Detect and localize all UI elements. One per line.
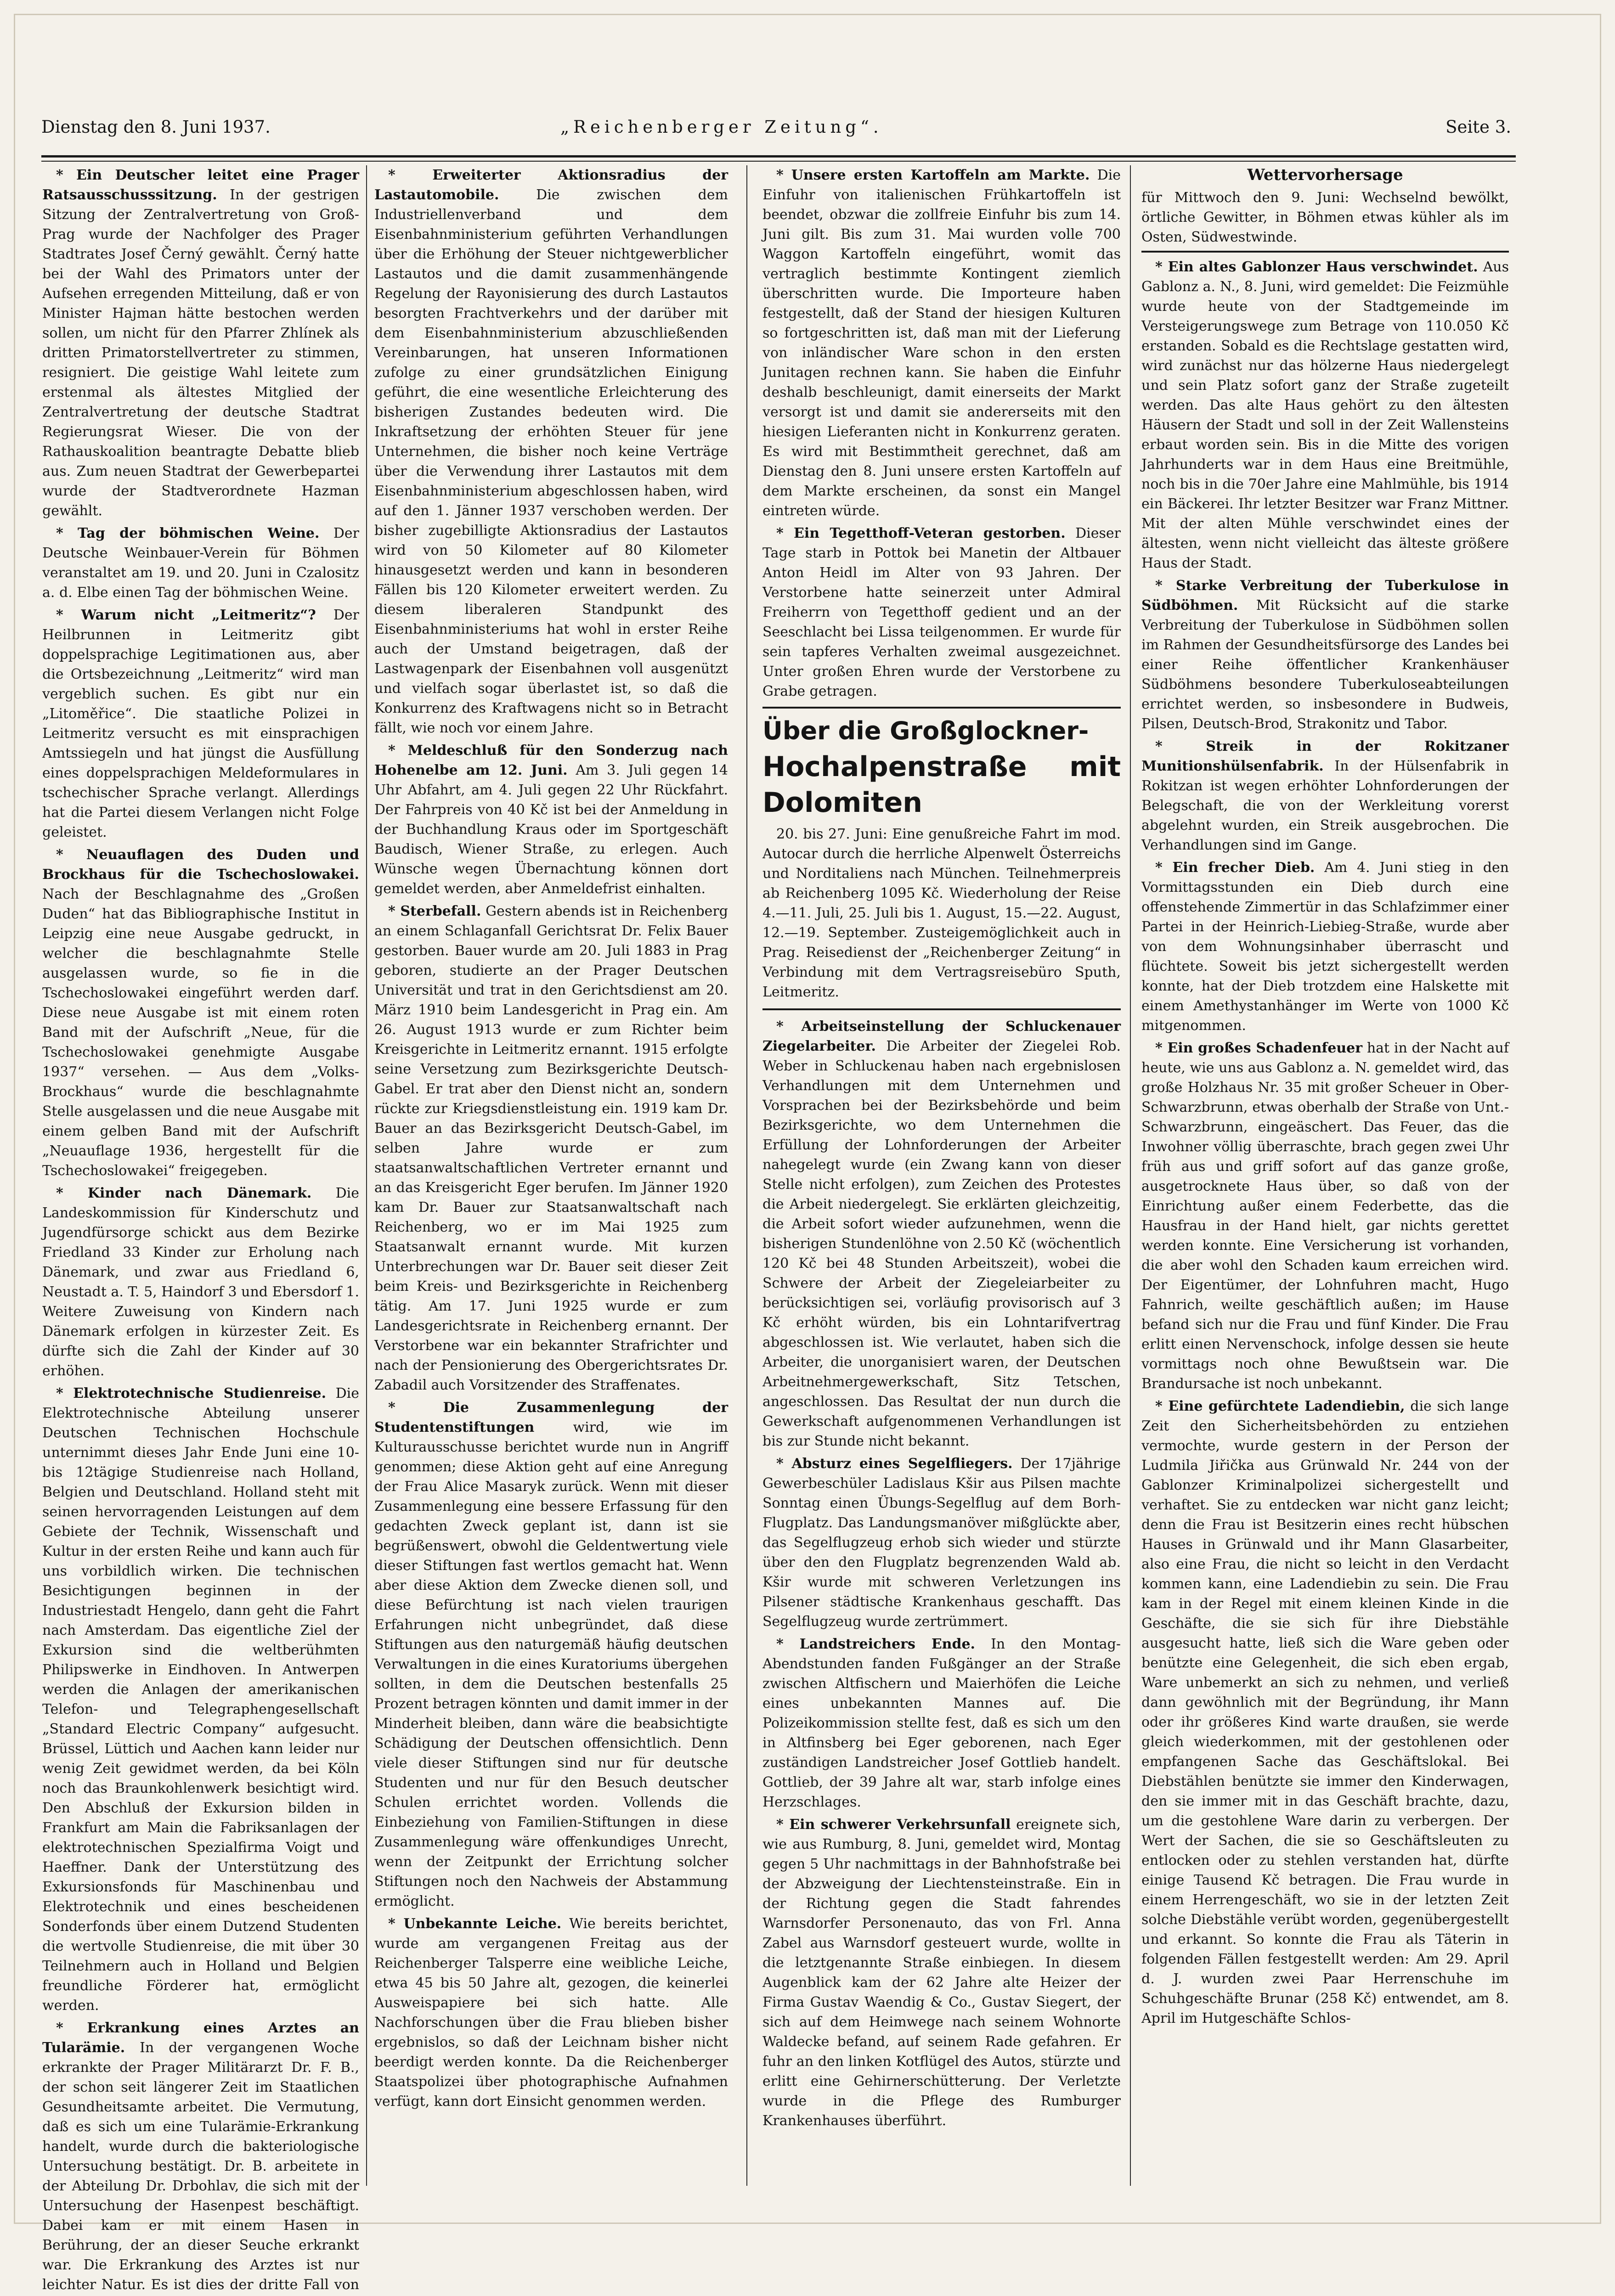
news-text: Aus Gablonz a. N., 8. Juni, wird gemeldet: Die Feizmühle wurde heute von der Stadtgemeinde im Versteigerungswege zum Betrage von 110.050 Kč erstanden. Sobald es die Rechtslage gestatten wird, wird zunächst nur das hölzerne Haus niedergelegt und sein Platz sofort ganz der Straße zugeteilt werden. Das alte Haus gehört zu den ältesten Häusern der Stadt und soll in der Zeit Wallensteins erbaut worden sein. Bis in die Mitte des vorigen Jahrhunderts war in dem Haus eine Breitmühle, noch bis in die 70er Jahre eine Mahlmühle, bis 1914 ein Bäckerei. Ihr letzter Besitzer war Franz Mittner. Mit der alten Mühle verschwindet eines der ältesten, wenn nicht vielleicht das älteste größere Haus der Stadt. xyxy=(1141,259,1509,571)
news-item xyxy=(42,2018,359,2296)
news-headline: * Warum nicht „Leitmeritz“? xyxy=(56,607,316,623)
ad-headline: Hochalpenstraße mit Dolomiten xyxy=(762,751,1121,819)
issue-date: Dienstag den 8. Juni 1937. xyxy=(41,117,271,137)
news-item xyxy=(1141,576,1509,734)
news-headline: * Ein frecher Dieb. xyxy=(1155,860,1315,876)
news-text: Die Arbeiter der Ziegelei Rob. Weber in Schluckenau haben nach ergebnislosen Verhandlungen mit dem Unternehmen und Vorsprachen bei der Bezirksbehörde und beim Bezirksgerichte, wo dem Unternehmen die Erfüllung der Lohnforderungen der Arbeiter nahegelegt wurde (ein Zwang kann von dieser Stelle nicht erfolgen), zum Zeichen des Protestes die Arbeit niedergelegt. Sie erklärten gleichzeitig, die Arbeit sofort wieder aufzunehmen, wenn die bisherigen Stundenlöhne von 2.50 Kč (wöchentlich 120 Kč bei 48 Stunden Arbeitszeit), wobei die Schwere der Arbeit der Ziegeleiarbeiter zu berücksichtigen sei, vorläufig provisorisch auf 3 Kč erhöht würden, bis ein Lohntarifvertrag abgeschlossen ist. Wie verlautet, haben sich die Arbeiter, die unorganisiert waren, der Deutschen Arbeitnehmergewerkschaft, Sitz Tetschen, angeschlossen. Das Resultat der nun durch die Gewerkschaft aufgenommenen Verhandlungen ist bis zur Stunde nicht bekannt. xyxy=(762,1038,1121,1449)
weather-forecast xyxy=(1141,165,1509,253)
news-headline: * Landstreichers Ende. xyxy=(776,1636,976,1652)
news-text: In der vergangenen Woche erkrankte der Prager Militärarzt Dr. F. B., der schon seit längerer Zeit im Staatlichen Gesundheitsamte arbeitet. Die Vermutung, daß es sich um eine Tularämie-Erkrankung handelt, wurde durch die bakteriologische Untersuchung bestätigt. Dr. B. arbeitete in der Abteilung Dr. Drbohlav, die sich mit der Untersuchung der Hasenpest beschäftigt. Dabei kam er mit einem Hasen in Berührung, der an dieser Seuche erkrankt war. Die Erkrankung des Arztes ist nur leichter Natur. Es ist dies der dritte Fall von xyxy=(42,2040,359,2293)
news-item xyxy=(42,165,359,521)
ad-text: 20. bis 27. Juni: Eine genußreiche Fahrt im mod. Autocar durch die herrliche Alpenwelt Österreichs und Norditaliens nach München. Teilnehmerpreis ab Reichenberg 1095 Kč. Wiederholung der Reise 4.—11. Juli, 25. Juli bis 1. August, 15.—22. August, 12.—19. September. Zusteigemöglichkeit auch in Prag. Reisedienst der „Reichenberger Zeitung“ in Verbindung mit dem Vertragsreisebüro Sputh, Leitmeritz. xyxy=(762,826,1121,1000)
column-1 xyxy=(42,165,360,2293)
news-item xyxy=(1141,737,1509,855)
news-headline: * Sterbefall. xyxy=(388,903,481,919)
weather-heading: Wettervorhersage xyxy=(1247,166,1403,184)
news-text: Der Deutsche Weinbauer-Verein für Böhmen veranstaltet am 19. und 20. Juni in Czalositz a. d. Elbe einen Tag der böhmischen Weine. xyxy=(42,525,359,601)
news-text: Dieser Tage starb in Pottok bei Manetin der Altbauer Anton Heidl im Alter von 93 Jahren. Der Verstorbene hatte seinerzeit unter Admiral Freiherrn von Tegetthoff gedient und an der Seeschlacht bei Lissa teilgenommen. Er wurde für sein tapferes Verhalten zweimal ausgezeichnet. Unter großen Ehren wurde der Verstorbene zu Grabe getragen. xyxy=(762,525,1121,699)
news-item xyxy=(1141,257,1509,573)
news-headline: * Arbeitseinstellung der Schluckenauer Ziegelarbeiter. xyxy=(762,1019,1121,1054)
column-divider xyxy=(366,165,367,2186)
column-3 xyxy=(762,165,1121,2186)
news-headline: * Die Zusammenlegung der Studentenstiftungen xyxy=(374,1400,728,1435)
news-headline: * Unsere ersten Kartoffeln am Markte. xyxy=(776,167,1090,183)
masthead xyxy=(41,117,1511,154)
travel-advertisement xyxy=(762,707,1121,1010)
news-text: Nach der Beschlagnahme des „Großen Duden“ hat das Bibliographische Institut in Leipzig eine neue Ausgabe gedruckt, in welcher die beschlagnahmte Stelle ausgelassen wurde, so fie in die Tschechoslowakei eingeführt werden darf. Diese neue Ausgabe ist mit einem roten Band mit der Aufschrift „Neue, für die Tschechoslowakei genehmigte Ausgabe 1937“ versehen. — Aus dem „Volks-Brockhaus“ wurde die beschlagnahmte Stelle ausgelassen und die neue Ausgabe mit einem gelben Band mit der Aufschrift „Neuauflage 1936, hergestellt für die Tschechoslowakei“ freigegeben. xyxy=(42,886,359,1179)
news-item xyxy=(762,165,1121,521)
news-headline: * Neuauflagen des Duden und Brockhaus für die Tschechoslowakei. xyxy=(42,847,359,883)
news-headline: * Absturz eines Segelfliegers. xyxy=(776,1456,1013,1472)
news-headline: * Streik in der Rokitzaner Munitionshülsenfabrik. xyxy=(1141,738,1509,774)
news-headline: * Eine gefürchtete Ladendiebin, xyxy=(1155,1398,1405,1414)
news-headline: * Starke Verbreitung der Tuberkulose in Südböhmen. xyxy=(1141,578,1509,613)
news-item xyxy=(374,165,728,738)
news-item xyxy=(374,901,728,1395)
news-item xyxy=(374,1914,728,2111)
newspaper-title: „Reichenberger Zeitung“. xyxy=(560,117,883,137)
news-item xyxy=(762,1017,1121,1451)
news-text: Der 17jährige Gewerbeschüler Ladislaus Kšir aus Pilsen machte Sonntag einen Übungs-Segelflug auf dem Borh-Flugplatz. Das Landungsmanöver mißglückte aber, das Segelflugzeug erhob sich wieder und stürzte über den den Flugplatz begrenzenden Wald ab. Kšir wurde mit schweren Verletzungen ins Pilsener städtische Krankenhaus geschafft. Das Segelflugzeug wurde zertrümmert. xyxy=(762,1456,1121,1630)
news-item xyxy=(762,1815,1121,2131)
news-headline: * Ein Deutscher leitet eine Prager Ratsausschusssitzung. xyxy=(42,167,359,203)
news-item xyxy=(374,741,728,899)
news-item xyxy=(1141,1038,1509,1394)
news-text: Die Einfuhr von italienischen Frühkartoffeln ist beendet, obzwar die zollfreie Einfuhr bis zum 14. Juni gilt. Bis zum 31. Mai wurden volle 700 Waggon Kartoffeln eingeführt, womit das vertraglich bestimmte Kontingent ziemlich überschritten wurde. Die Importeure haben festgestellt, daß der Stand der hiesigen Kulturen so fortgeschritten ist, daß man mit der Lieferung von inländischer Ware schon in den ersten Junitagen rechnen kann. Sie haben die Einfuhr deshalb beschleunigt, damit einerseits der Markt versorgt ist und damit sie andererseits mit den hiesigen Lieferanten nicht in Konkurrenz geraten. Es wird mit Bestimmtheit gerechnet, daß am Dienstag den 8. Juni unsere ersten Kartoffeln auf dem Markte erscheinen, da sonst ein Mangel eintreten würde. xyxy=(762,167,1121,519)
news-headline: * Ein Tegetthoff-Veteran gestorben. xyxy=(776,525,1066,541)
news-headline: * Erweiterter Aktionsradius der Lastautomobile. xyxy=(374,167,728,203)
news-item xyxy=(42,1183,359,1381)
column-divider xyxy=(746,165,747,2186)
masthead-rule-thin xyxy=(41,161,1516,162)
news-text: Am 3. Juli gegen 14 Uhr Abfahrt, am 4. Juli gegen 22 Uhr Rückfahrt. Der Fahrpreis von 40 Kč ist bei der Anmeldung in der Buchhandlung Kraus oder im Sportgeschäft Baudisch, Wiener Straße, zu erlegen. Auch Wünsche wegen Übernachtung können dort gemeldet werden, aber Anmeldefrist einhalten. xyxy=(374,762,728,897)
news-text: Wie bereits berichtet, wurde am vergangenen Freitag aus der Reichenberger Talsperre eine weibliche Leiche, etwa 45 bis 50 Jahre alt, gezogen, die keinerlei Ausweispapiere bei sich hatte. Alle Nachforschungen über die Frau blieben bisher ergebnislos, so daß der Leichnam bisher nicht beerdigt werden konnte. Da die Reichenberger Staatspolizei über photographische Aufnahmen verfügt, kann dort Einsicht genommen werden. xyxy=(374,1916,728,2110)
news-headline: * Elektrotechnische Studienreise. xyxy=(56,1385,327,1401)
column-4 xyxy=(1141,165,1509,2186)
news-item xyxy=(42,523,359,602)
page-number: Seite 3. xyxy=(1446,117,1511,137)
news-text: hat in der Nacht auf heute, wie uns aus Gablonz a. N. gemeldet wird, das große Holzhaus Nr. 35 mit großer Scheuer in Ober-Schwarzbrunn, etwas oberhalb der Straße von Unt.-Schwarzbrunn, eingeäschert. Das Feuer, das die Inwohner völlig überraschte, brach gegen zwei Uhr früh aus und griff sofort auf das ganze große, ausgetrocknete Haus über, so daß von der Einrichtung außer einem Federbette, das die Hausfrau in der Hand hielt, gar nichts gerettet werden konnte. Eine Versicherung ist vorhanden, die aber wohl den Schaden kaum erreichen wird. Der Eigentümer, der Lohnfuhren macht, Hugo Fahnrich, weilte geschäftlich außen; im Hause befand sich nur die Frau und fünf Kinder. Die Frau erlitt einen Nervenschock, infolge dessen sie heute vormittags noch ohne Bewußtsein war. Die Brandursache ist noch unbekannt. xyxy=(1141,1040,1509,1392)
news-text: die sich lange Zeit den Sicherheitsbehörden zu entziehen vermochte, wurde gestern in der Person der Ludmila Jiřička aus Grünwald Nr. 244 von der Gablonzer Kriminalpolizei sichergestellt und verhaftet. Sie zu entdecken war nicht ganz leicht; denn die Frau ist Besitzerin eines recht hübschen Hauses in Grünwald und ihr Mann Glasarbeiter, also eine Frau, die nicht so leicht in den Verdacht kommen kann, eine Ladendiebin zu sein. Die Frau kam in der Regel mit einem kleinen Kinde in die Geschäfte, die sie sich für ihre Diebstähle ausgesucht hatte, ließ sich die Ware geben oder benützte eine Gelegenheit, die sich eben ergab, Ware unbemerkt an sich zu nehmen, und verließ dann gewöhnlich mit der Begründung, ihr Mann oder ihr größeres Kind warte draußen, sie werde gleich wiederkommen, mit der gestohlenen oder empfangenen Sache das Geschäftslokal. Bei Diebstählen benützte sie immer den Kinderwagen, den sie immer mit in das Geschäft brachte, dazu, um die gestohlene Ware darin zu verbergen. Der Wert der Sachen, die sie so Geschäftsleuten zu entlocken oder zu stehlen verstanden hat, dürfte einige Tausend Kč betragen. Die Frau wurde in einem Herrengeschäft, wo sie in der letzten Zeit solche Diebstähle verübt worden, gegenübergestellt und erkannt. So konnte die Frau als Täterin in folgenden Fällen festgestellt werden: Am 29. April d. J. wurden zwei Paar Herrenschuhe im Schuhgeschäfte Brunar (258 Kč) entwendet, am 8. April im Hutgeschäfte Schlos- xyxy=(1141,1398,1509,2026)
news-text: In der gestrigen Sitzung der Zentralvertretung von Groß-Prag wurde der Nachfolger des Prager Stadtrates Josef Černý gewählt. Černý hatte bei der Wahl des Primators unter der Aufsehen erregenden Mitteilung, daß er von Minister Hajman hätte bestochen werden sollen, um nicht für den Pfarrer Zhlínek als dritten Primatorstellvertreter zu stimmen, resigniert. Die geistige Wahl leitete zum erstenmal als ältestes Mitglied der Zentralvertretung der deutsche Stadtrat Regierungsrat Wieser. Die von der Rathauskoalition beantragte Debatte blieb aus. Zum neuen Stadtrat der Gewerbepartei wurde der Stadtverordnete Hazman gewählt. xyxy=(42,187,359,519)
news-headline: * Ein altes Gablonzer Haus verschwindet. xyxy=(1155,259,1478,275)
news-headline: * Ein großes Schadenfeuer xyxy=(1155,1040,1363,1056)
column-2 xyxy=(374,165,728,2186)
news-item xyxy=(42,845,359,1181)
news-text: Der Heilbrunnen in Leitmeritz gibt doppelsprachige Legitimationen aus, aber die Ortsbezeichnung „Leitmeritz“ wird man vergeblich suchen. Es gibt nur ein „Litoměřice“. Die staatliche Polizei in Leitmeritz versucht es mit einsprachigen Amtssiegeln und hat jüngst die Ausfüllung eines doppelsprachigen Meldeformulares in tschechischer Sprache verlangt. Allerdings hat die Partei diesem Verlangen nicht Folge geleistet. xyxy=(42,607,360,840)
news-headline: * Tag der böhmischen Weine. xyxy=(56,525,320,541)
news-text: In der Hülsenfabrik in Rokitzan ist wegen erhöhter Lohnforderungen der Belegschaft, die von der Werkleitung vorerst abgelehnt wurden, ein Streik ausgebrochen. Die Verhandlungen sind im Gange. xyxy=(1141,758,1509,853)
weather-text: für Mittwoch den 9. Juni: Wechselnd bewölkt, örtliche Gewitter, in Böhmen etwas kühler als im Osten, Südwestwinde. xyxy=(1141,190,1509,245)
news-text: Gestern abends ist in Reichenberg an einem Schlaganfall Gerichtsrat Dr. Felix Bauer gestorben. Bauer wurde am 20. Juli 1883 in Prag geboren, studierte an der Prager Deutschen Universität und trat in den Gerichtsdienst am 20. März 1910 beim Landesgericht in Prag ein. Am 26. August 1913 wurde er zum Richter beim Kreisgerichte in Leitmeritz ernannt. 1915 erfolgte seine Versetzung zum Bezirksgerichte Deutsch-Gabel. Er trat aber den Dienst nicht an, sondern rückte zur Kriegsdienstleistung ein. 1919 kam Dr. Bauer an das Bezirksgericht Deutsch-Gabel, im selben Jahre wurde er zum staatsanwaltschaftlichen Vertreter ernannt und an das Kreisgericht Eger berufen. Im Jänner 1920 kam Dr. Bauer zur Staatsanwaltschaft nach Reichenberg, wo er im Mai 1925 zum Staatsanwalt ernannt wurde. Mit kurzen Unterbrechungen war Dr. Bauer seit dieser Zeit beim Kreis- und Bezirksgerichte in Reichenberg tätig. Am 17. Juni 1925 wurde er zum Landesgerichtsrate in Reichenberg ernannt. Der Verstorbene war ein bekannter Strafrichter und nach der Pensionierung des Obergerichtsrates Dr. Zabadil auch Vorsitzender des Straffenates. xyxy=(374,903,728,1393)
news-item xyxy=(42,605,359,842)
news-headline: * Unbekannte Leiche. xyxy=(388,1916,562,1932)
news-item xyxy=(1141,1396,1509,2028)
news-text: Mit Rücksicht auf die starke Verbreitung der Tuberkulose in Südböhmen sollen im Rahmen der Gesundheitsfürsorge des Landes bei einer Reihe öffentlicher Krankenhäuser Südböhmens besondere Tuberkuloseabteilungen errichtet werden, so insbesondere in Budweis, Pilsen, Deutsch-Brod, Strakonitz und Tabor. xyxy=(1141,597,1509,732)
news-text: Die zwischen dem Industriellenverband und dem Eisenbahnministerium geführten Verhandlungen über die Erhöhung der Steuer nichtgewerblicher Lastautos und die damit zusammenhängende Regelung der Rayonisierung des durch Lastautos besorgten Frachtverkehrs und der darüber mit dem Eisenbahnministerium abzuschließenden Vereinbarungen, hat unseren Informationen zufolge zu einer grundsätzlichen Einigung geführt, die eine wesentliche Erleichterung des bisherigen Zustandes bedeuten wird. Die Inkraftsetzung der erhöhten Steuer für jene Unternehmen, die bisher noch keine Verträge über die Verwendung ihrer Lastautos mit dem Eisenbahnministerium abgeschlossen haben, wird auf den 1. Jänner 1937 verschoben werden. Der bisher zugebilligte Aktionsradius der Lastautos wird von 50 Kilometer auf 80 Kilometer hinausgesetzt werden und kann in besonderen Fällen bis 120 Kilometer erweitert werden. Zu diesem liberaleren Standpunkt des Eisenbahnministeriums hat wohl in erster Reihe auch der Umstand beigetragen, daß der Lastwagenpark der Eisenbahnen voll ausgenützt und vielfach sogar überlastet ist, so daß die Konkurrenz des Kraftwagens nicht so in Betracht fällt, wie noch vor einem Jahre. xyxy=(374,187,728,736)
news-item xyxy=(762,523,1121,701)
news-headline: * Erkrankung eines Arztes an Tularämie. xyxy=(42,2020,359,2056)
news-text: Am 4. Juni stieg in den Vormittagsstunden ein Dieb durch eine offenstehende Zimmertür in das Schlafzimmer einer Partei in der Heinrich-Liebieg-Straße, wurde aber von dem Wohnungsinhaber überrascht und flüchtete. Soweit bis jetzt sichergestellt werden konnte, hat der Dieb trotzdem eine Halskette mit einem Amethystanhänger im Werte von 1000 Kč mitgenommen. xyxy=(1141,860,1509,1034)
news-text: Die Landeskommission für Kinderschutz und Jugendfürsorge schickt aus dem Bezirke Friedland 33 Kinder zur Erholung nach Dänemark, und zwar aus Friedland 6, Neustadt a. T. 5, Haindorf 3 und Ebersdorf 1. Weitere Zuweisung von Kindern nach Dänemark erfolgen in kürzester Zeit. Es dürfte sich die Zahl der Kinder auf 30 erhöhen. xyxy=(42,1185,359,1379)
ad-headline: Über die Großglockner- xyxy=(762,716,1089,745)
news-headline: * Kinder nach Dänemark. xyxy=(56,1185,312,1201)
news-item xyxy=(1141,858,1509,1035)
news-text: In den Montag-Abendstunden fanden Fußgänger an der Straße zwischen Altfischern und Maierhöfen die Leiche eines unbekannten Mannes auf. Die Polizeikommission stellte fest, daß es sich um den in Altfinsberg bei Eger geborenen, nach Eger zuständigen Landstreicher Josef Gottlieb handelt. Gottlieb, der 39 Jahre alt war, starb infolge eines Herzschlages. xyxy=(762,1636,1121,1810)
news-item xyxy=(42,1384,359,2015)
news-text: Die Elektrotechnische Abteilung unserer Deutschen Technischen Hochschule unternimmt dieses Jahr Ende Juni eine 10- bis 12tägige Studienreise nach Holland, Belgien und Deutschland. Holland steht mit seinen hervorragenden Leistungen auf dem Gebiete der Technik, Wissenschaft und Kultur in der ersten Reihe und kann auch für uns vorbildlich wirken. Die technischen Besichtigungen beginnen in der Industriestadt Hengelo, dann geht die Fahrt nach Amsterdam. Das eigentliche Ziel der Exkursion sind die weltberühmten Philipswerke in Eindhoven. In Antwerpen werden die Anlagen der amerikanischen Telefon- und Telegraphengesellschaft „Standard Electric Company“ aufgesucht. Brüssel, Lüttich und Aachen kann leider nur wenig Zeit gewidmet werden, da bei Köln noch das Braunkohlenwerk besichtigt wird. Den Abschluß der Exkursion bilden in Frankfurt am Main die Fabriksanlagen der elektrotechnischen Spezialfirma Voigt und Haeffner. Dank der Unterstützung des Exkursionsfonds für Maschinenbau und Elektrotechnik und eines bescheidenen Sonderfonds über einem Dutzend Studenten die wertvolle Studienreise, die mit über 30 Teilnehmern auch in Holland und Belgien freundliche Förderer hat, ermöglicht werden. xyxy=(42,1385,359,2014)
news-item xyxy=(374,1398,728,1911)
news-text: wird, wie im Kulturausschusse berichtet wurde nun in Angriff genommen; diese Aktion geht auf eine Anregung der Frau Alice Masaryk zurück. Wenn mit dieser Zusammenlegung eine bessere Erfassung für den gedachten Zweck geplant ist, dann ist sie begrüßenswert, obwohl die Geldentwertung viele dieser Stiftungen fast wertlos gemacht hat. Wenn aber diese Aktion dem Zwecke dienen soll, und diese Befürchtung ist nach vielen traurigen Erfahrungen nicht unbegründet, daß diese Stiftungen aus den naturgemäß häufig deutschen Verwaltungen in die eines Kuratoriums übergehen sollten, in dem die Deutschen bestenfalls 25 Prozent betragen könnten und damit immer in der Minderheit bleiben, dann wäre die beabsichtigte Schädigung der Deutschen offensichtlich. Denn viele dieser Stiftungen sind nur für deutsche Studenten und nur für den Besuch deutscher Schulen errichtet worden. Vollends die Einbeziehung von Familien-Stiftungen in diese Zusammenlegung wäre offenkundiges Unrecht, wenn der Zeitpunkt der Errichtung solcher Stiftungen noch den Nachweis der Abstammung ermöglicht. xyxy=(374,1419,728,1909)
news-headline: * Meldeschluß für den Sonderzug nach Hohenelbe am 12. Juni. xyxy=(374,743,728,778)
news-item xyxy=(762,1454,1121,1632)
column-divider xyxy=(1130,165,1131,2186)
news-item xyxy=(762,1634,1121,1812)
news-headline: * Ein schwerer Verkehrsunfall xyxy=(776,1817,1011,1833)
news-text: ereignete sich, wie aus Rumburg, 8. Juni, gemeldet wird, Montag gegen 5 Uhr nachmittags in der Bahnhofstraße bei der Abzweigung der Liechtensteinstraße. Ein in der Richtung gegen die Stadt fahrendes Warnsdorfer Personenauto, das von Frl. Anna Zabel aus Warnsdorf gesteuert wurde, wollte in die letztgenannte Straße einbiegen. In diesem Augenblick kam der 62 Jahre alte Heizer der Firma Gustav Waendig & Co., Gustav Siegert, der sich auf dem Heimwege nach seinem Wohnorte Waldecke befand, auf seinem Rade gefahren. Er fuhr an den linken Kotflügel des Autos, stürzte und erlitt eine Gehirnerschütterung. Der Verletzte wurde in die Pflege des Rumburger Krankenhauses überführt. xyxy=(762,1817,1121,2129)
masthead-rule xyxy=(41,155,1516,158)
